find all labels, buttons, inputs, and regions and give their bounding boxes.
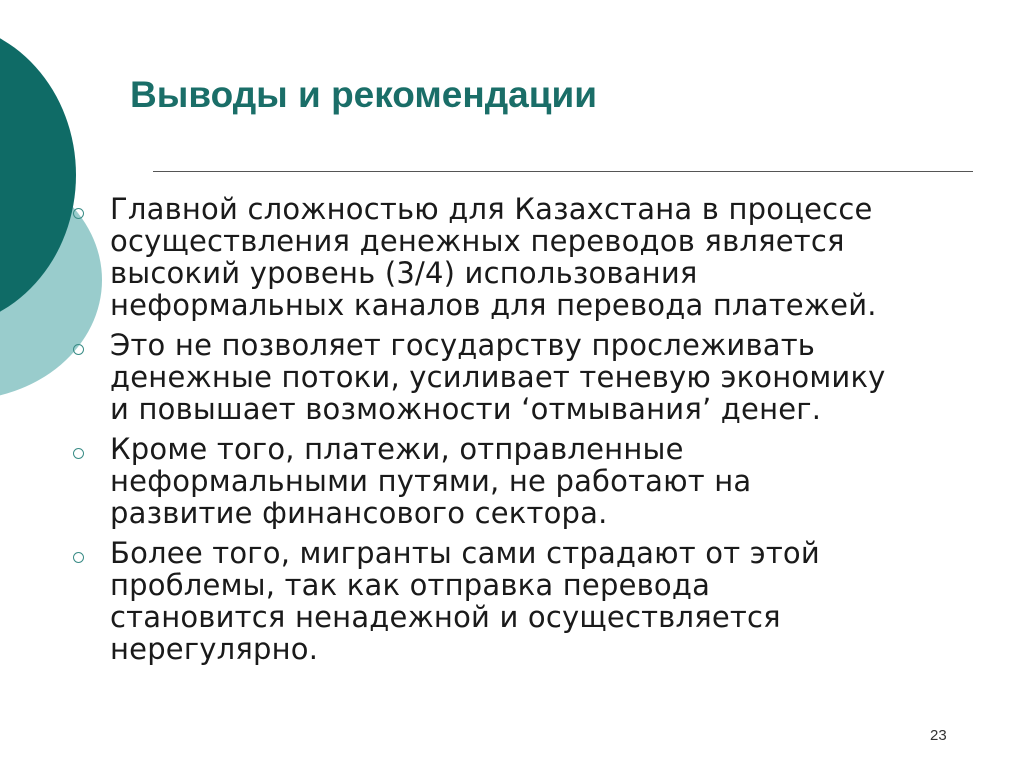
bullet-line: Более того, мигранты сами страдают от этой	[110, 536, 820, 570]
slide-title: Выводы и рекомендации	[130, 74, 597, 115]
title-divider	[153, 171, 973, 172]
bullet-line: развитие финансового сектора.	[110, 496, 608, 530]
bullet-line: Главной сложностью для Казахстана в процессе	[110, 192, 873, 226]
hollow-circle-bullet-icon	[73, 344, 84, 355]
page-number: 23	[930, 727, 947, 744]
bullet-item-2	[70, 329, 1010, 425]
hollow-circle-bullet-icon	[73, 448, 84, 459]
bullet-line: осуществления денежных переводов является	[110, 224, 845, 258]
bullet-line: Это не позволяет государству прослеживать	[110, 328, 816, 362]
bullet-list	[70, 193, 1010, 673]
bullet-line: Кроме того, платежи, отправленные	[110, 432, 684, 466]
bullet-line: нерегулярно.	[110, 632, 319, 666]
bullet-line: денежные потоки, усиливает теневую экономику	[110, 360, 886, 394]
bullet-line: и повышает возможности ‘отмывания’ денег.	[110, 392, 822, 426]
bullet-line: становится ненадежной и осуществляется	[110, 600, 781, 634]
bullet-item-1	[70, 193, 1010, 321]
bullet-line: проблемы, так как отправка перевода	[110, 568, 711, 602]
bullet-line: неформальными путями, не работают на	[110, 464, 752, 498]
bullet-line: неформальных каналов для перевода платежей.	[110, 288, 877, 322]
bullet-item-3	[70, 433, 1010, 529]
bullet-line: высокий уровень (3/4) использования	[110, 256, 698, 290]
bullet-item-4	[70, 537, 1010, 665]
hollow-circle-bullet-icon	[73, 208, 84, 219]
hollow-circle-bullet-icon	[73, 552, 84, 563]
